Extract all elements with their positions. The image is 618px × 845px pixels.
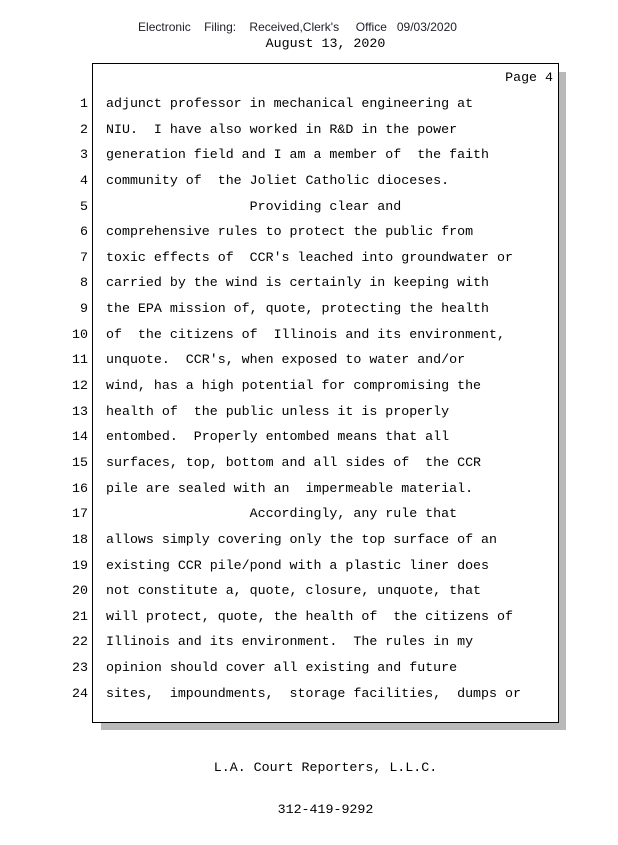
- transcript-line: [58, 168, 560, 194]
- line-number: 3: [80, 147, 88, 163]
- line-number: 4: [80, 172, 88, 188]
- line-text: community of the Joliet Catholic dioceses.: [106, 172, 450, 188]
- line-number: 11: [72, 352, 88, 368]
- transcript-line: [58, 476, 560, 502]
- line-number: 5: [80, 198, 88, 214]
- line-number: 19: [72, 557, 88, 573]
- reporter-company: L.A. Court Reporters, L.L.C.: [213, 760, 438, 775]
- transcript-line: [58, 347, 560, 373]
- line-number: 23: [72, 660, 88, 676]
- line-text: health of the public unless it is properly: [106, 403, 450, 419]
- line-text: unquote. CCR's, when exposed to water and/or: [106, 352, 466, 368]
- line-number: 7: [80, 249, 88, 265]
- line-number: 2: [80, 121, 88, 137]
- transcript-line: [58, 604, 560, 630]
- line-text: will protect, quote, the health of the citizens of: [106, 608, 513, 624]
- transcript-line: [58, 681, 560, 707]
- transcript-line: [58, 450, 560, 476]
- line-number: 17: [72, 506, 88, 522]
- transcript-line: [58, 501, 560, 527]
- line-number: 8: [80, 275, 88, 291]
- line-text: opinion should cover all existing and future: [106, 660, 458, 676]
- transcript-line: [58, 424, 560, 450]
- line-number: 14: [72, 429, 88, 445]
- transcript-line: [58, 629, 560, 655]
- line-number: 16: [72, 480, 88, 496]
- line-number: 6: [80, 224, 88, 240]
- transcript-line: [58, 142, 560, 168]
- line-text: NIU. I have also worked in R&D in the power: [106, 121, 458, 137]
- line-text: not constitute a, quote, closure, unquote, that: [106, 583, 482, 599]
- line-number: 1: [80, 96, 88, 111]
- line-number: 10: [72, 326, 88, 342]
- transcript-line: [58, 296, 560, 322]
- line-text: existing CCR pile/pond with a plastic liner does: [106, 557, 490, 573]
- line-number: 13: [72, 403, 88, 419]
- line-text: Accordingly, any rule that: [106, 506, 458, 522]
- line-number: 12: [72, 378, 88, 394]
- line-text: toxic effects of CCR's leached into groundwater or: [106, 249, 513, 265]
- page-number-label: Page 4: [505, 70, 553, 85]
- line-text: of the citizens of Illinois and its environment,: [106, 326, 505, 342]
- transcript-line: [58, 117, 560, 143]
- line-number: 20: [72, 583, 88, 599]
- transcript-line: [58, 373, 560, 399]
- line-text: Illinois and its environment. The rules in my: [106, 634, 474, 650]
- transcript-line: [58, 245, 560, 271]
- transcript-line: [58, 655, 560, 681]
- line-text: Providing clear and: [106, 198, 402, 214]
- hearing-date: August 13, 2020: [265, 36, 386, 51]
- line-text: adjunct professor in mechanical engineering at: [106, 96, 474, 111]
- line-number: 9: [80, 301, 88, 317]
- reporter-phone: 312-419-9292: [277, 802, 374, 817]
- line-text: the EPA mission of, quote, protecting the health: [106, 301, 490, 317]
- efiling-stamp: Electronic Filing: Received,Clerk's Office 09/03/2020: [138, 20, 457, 34]
- line-text: generation field and I am a member of the faith: [106, 147, 490, 163]
- line-text: comprehensive rules to protect the public from: [106, 224, 474, 240]
- line-number: 18: [72, 531, 88, 547]
- line-number: 21: [72, 608, 88, 624]
- transcript-line: [58, 194, 560, 220]
- line-text: allows simply covering only the top surface of an: [106, 531, 497, 547]
- transcript-line: [58, 399, 560, 425]
- line-text: wind, has a high potential for compromising the: [106, 378, 482, 394]
- transcript-line: [58, 578, 560, 604]
- transcript-line: [58, 91, 560, 117]
- transcript-line: [58, 527, 560, 553]
- reporter-footer: [92, 733, 559, 845]
- transcript-lines: [58, 91, 560, 706]
- line-text: sites, impoundments, storage facilities, dumps or: [106, 685, 521, 701]
- line-text: pile are sealed with an impermeable material.: [106, 480, 474, 496]
- line-number: 15: [72, 454, 88, 470]
- line-text: surfaces, top, bottom and all sides of the CCR: [106, 454, 482, 470]
- transcript-line: [58, 322, 560, 348]
- line-number: 24: [72, 685, 88, 701]
- transcript-line: [58, 219, 560, 245]
- line-number: 22: [72, 634, 88, 650]
- transcript-line: [58, 553, 560, 579]
- transcript-line: [58, 270, 560, 296]
- line-text: carried by the wind is certainly in keeping with: [106, 275, 490, 291]
- line-text: entombed. Properly entombed means that all: [106, 429, 450, 445]
